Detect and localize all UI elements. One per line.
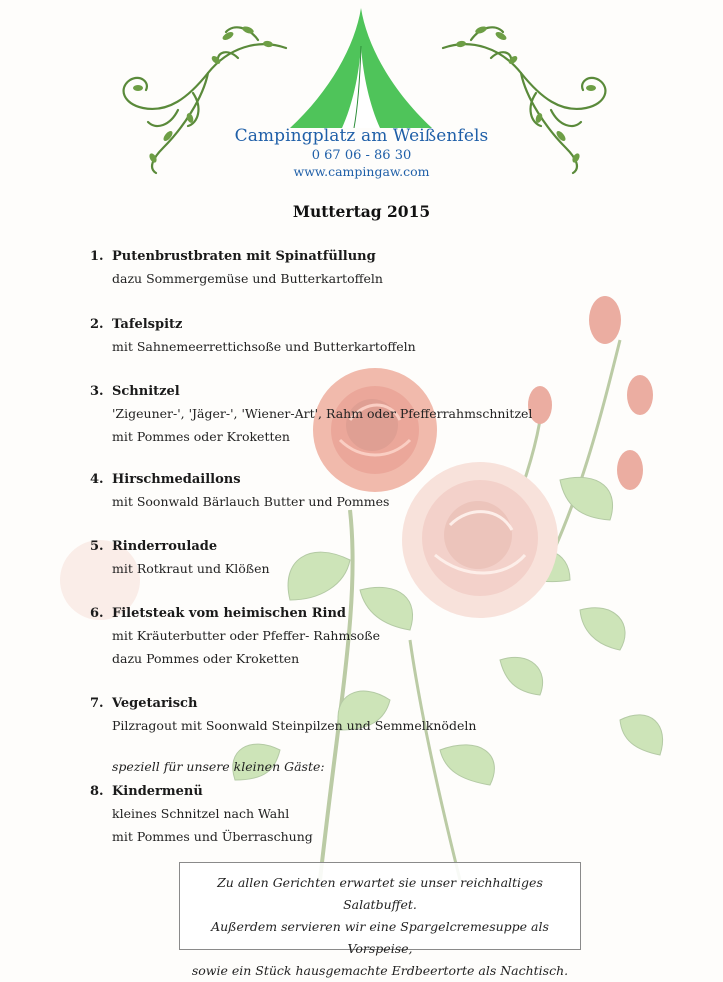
tent-logo-icon <box>280 6 442 128</box>
menu-item-name: Rinderroulade <box>112 539 218 554</box>
menu-item-number: 8. <box>90 784 104 799</box>
menu-item-description: kleines Schnitzel nach Wahl <box>112 806 290 821</box>
menu-item-description: mit Pommes und Überraschung <box>112 829 313 844</box>
info-line-2: Außerdem servieren wir eine Spargelcremesuppe als Vorspeise, <box>211 919 549 956</box>
info-line-1: Zu allen Gerichten erwartet sie unser reichhaltiges Salatbuffet. <box>217 875 543 912</box>
page-title: Muttertag 2015 <box>292 202 431 221</box>
menu-item-number: 2. <box>90 317 104 332</box>
menu-item-description: mit Soonwald Bärlauch Butter und Pommes <box>112 494 390 509</box>
brand-block <box>0 126 723 179</box>
menu-item-number: 7. <box>90 696 104 711</box>
menu-item-name: Vegetarisch <box>112 696 198 711</box>
kids-note: speziell für unsere kleinen Gäste: <box>112 759 325 774</box>
menu-item-description: 'Zigeuner-', 'Jäger-', 'Wiener-Art', Rahm oder Pfefferrahmschnitzel <box>112 406 533 421</box>
menu-item-name: Hirschmedaillons <box>112 472 241 487</box>
menu-item-name: Schnitzel <box>112 384 180 399</box>
menu-item-name: Tafelspitz <box>112 317 183 332</box>
menu-item-description: dazu Sommergemüse und Butterkartoffeln <box>112 271 383 286</box>
info-line-3: sowie ein Stück hausgemachte Erdbeertorte als Nachtisch. <box>191 963 569 978</box>
menu-item-number: 1. <box>90 249 104 264</box>
brand-website: www.campingaw.com <box>293 164 430 179</box>
menu-item-name: Putenbrustbraten mit Spinatfüllung <box>112 249 376 264</box>
menu-item-description: Pilzragout mit Soonwald Steinpilzen und Semmelknödeln <box>112 718 477 733</box>
menu-item-description: mit Kräuterbutter oder Pfeffer- Rahmsoße <box>112 628 381 643</box>
menu-item-description: mit Pommes oder Kroketten <box>112 429 290 444</box>
menu-item-number: 4. <box>90 472 104 487</box>
menu-item-description: mit Sahnemeerrettichsoße und Butterkartoffeln <box>112 339 416 354</box>
menu-item-description: mit Rotkraut und Klößen <box>112 561 270 576</box>
brand-name: Campingplatz am Weißenfels <box>234 126 489 146</box>
menu-item-name: Kindermenü <box>112 784 203 799</box>
menu-item-number: 3. <box>90 384 104 399</box>
info-box <box>179 862 581 978</box>
brand-phone: 0 67 06 - 86 30 <box>311 148 412 163</box>
menu-item-number: 6. <box>90 606 104 621</box>
menu-item-number: 5. <box>90 539 104 554</box>
menu-item-description: dazu Pommes oder Kroketten <box>112 651 300 666</box>
menu-item-name: Filetsteak vom heimischen Rind <box>112 606 347 621</box>
